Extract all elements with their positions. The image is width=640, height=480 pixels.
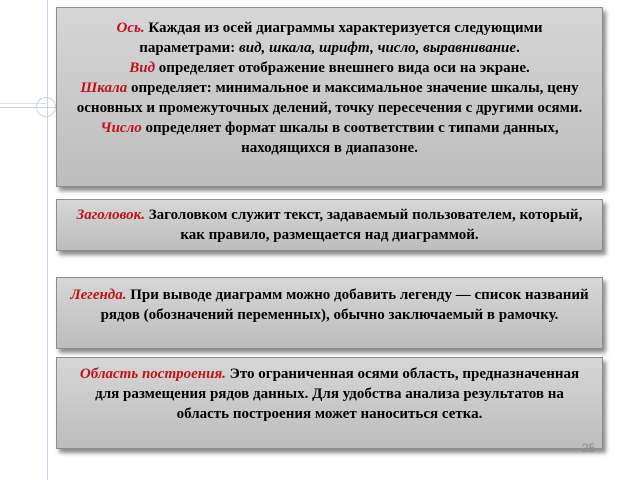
decorative-vertical-line: [47, 0, 48, 480]
term-plot-area: Область построения.: [79, 366, 226, 382]
plot-area-text: Это ограниченная осями область, предназначенная для размещения рядов данных. Для удобства анализа результатов на область построения может наноситься сетка.: [95, 366, 580, 422]
legend-text: При выводе диаграмм можно добавить легенду — список названий рядов (обозначений переменных), обычно заключаемый в рамочку.: [100, 287, 589, 323]
term-number: Число: [100, 120, 142, 136]
term-view: Вид: [129, 60, 156, 76]
term-scale: Шкала: [80, 80, 128, 96]
number-text: определяет формат шкалы в соответствии с типами данных, находящихся в диапазоне.: [141, 120, 559, 156]
page-number: 25: [582, 441, 596, 455]
term-legend: Легенда.: [70, 287, 127, 303]
view-text: определяет отображение внешнего вида оси на экране.: [155, 60, 530, 76]
decorative-ring-icon: [36, 97, 56, 117]
title-description-box: [56, 199, 603, 251]
scale-text: определяет: минимальное и максимальное значение шкалы, цену основных и промежуточных делений, точку пересечения с другими осями.: [76, 80, 583, 116]
plot-area-description-box: [56, 357, 603, 449]
term-axis: Ось.: [116, 20, 145, 36]
title-text: Заголовком служит текст, задаваемый пользователем, который, как правило, размещается над диаграммой.: [145, 207, 583, 243]
axis-text: Каждая из осей диаграммы характеризуется следующими параметрами:: [139, 20, 543, 56]
legend-description-box: [56, 277, 603, 349]
axis-params: вид, шкала, шрифт, число, выравнивание: [239, 40, 517, 56]
axis-period: .: [516, 40, 520, 56]
axis-description-box: [56, 7, 603, 187]
term-title: Заголовок.: [76, 207, 145, 223]
